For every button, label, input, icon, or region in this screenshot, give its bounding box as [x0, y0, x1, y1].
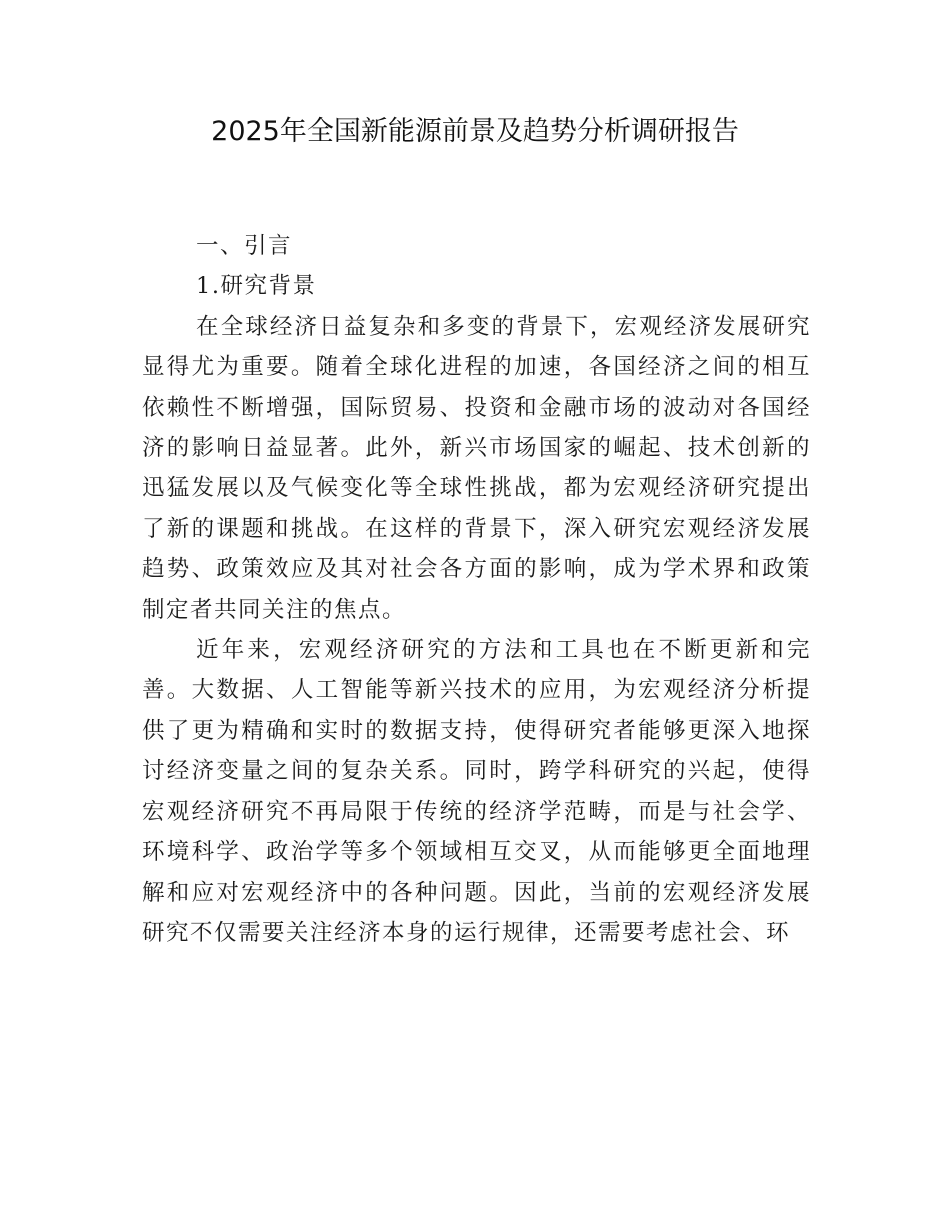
document-title: 2025年全国新能源前景及趋势分析调研报告 [211, 116, 739, 147]
subsection-heading: 1.研究背景 [196, 273, 317, 300]
document-body [142, 226, 811, 953]
section-heading: 一、引言 [196, 233, 293, 259]
paragraph-research-background-1: 在全球经济日益复杂和多变的背景下，宏观经济发展研究显得尤为重要。随着全球化进程的加速，各国经济之间的相互依赖性不断增强，国际贸易、投资和金融市场的波动对各国经济的影响日益显著。此外，新兴市场国家的崛起、技术创新的迅猛发展以及气候变化等全球性挑战，都为宏观经济研究提出了新的课题和挑战。在这样的背景下，深入研究宏观经济发展趋势、政策效应及其对社会各方面的影响，成为学术界和政策制定者共同关注的焦点。 [142, 313, 811, 623]
paragraph-research-background-2: 近年来，宏观经济研究的方法和工具也在不断更新和完善。大数据、人工智能等新兴技术的应用，为宏观经济分析提供了更为精确和实时的数据支持，使得研究者能够更深入地探讨经济变量之间的复杂关系。同时，跨学科研究的兴起，使得宏观经济研究不再局限于传统的经济学范畴，而是与社会学、环境科学、政治学等多个领域相互交叉，从而能够更全面地理解和应对宏观经济中的各种问题。因此，当前的宏观经济发展研究不仅需要关注经济本身的运行规律，还需要考虑社会、环 [142, 637, 811, 946]
